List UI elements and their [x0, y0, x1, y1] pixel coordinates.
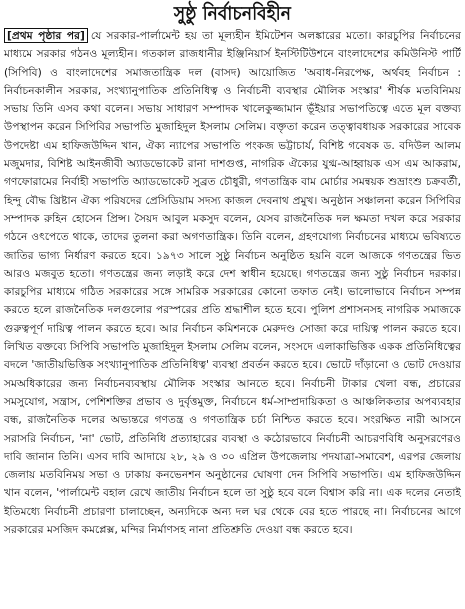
article-paragraph — [4, 27, 461, 539]
article-headline-text: সুষ্ঠু নির্বাচনবিহীন — [173, 2, 292, 26]
article-body-text: যে সরকার-পার্লামেন্ট হয় তা মূল্যহীন ইমিটেশন অলঙ্কারের মতো। কারচুপির নির্বাচনের মাধ্যমে সরকার গঠনও মূল্যহীন। গতকাল রাজধানীর ইঞ্জিনিয়ার্স ইনস্টিটিউশনে বাংলাদেশের কমিউনিস্ট পার্টি (সিপিবি) ও বাংলাদেশের সমাজতান্ত্রিক দল (বাসদ) আয়োজিত 'অবাধ-নিরপেক্ষ, অর্থবহ নির্বাচন : নির্বাচনকালীন সরকার, সংখ্যানুপাতিক প্রতিনিধিত্ব ও নির্বাচনী ব্যবস্থার মৌলিক সংস্কার' শীর্ষক মতবিনিময় সভায় তিনি এসব কথা বলেন। সভায় সাধারণ সম্পাদক খালেকুজ্জামান ভূঁইয়ার সভাপতিত্বে এতে মূল বক্তব্য উপস্থাপন করেন সিপিবির সভাপতি মুজাহিদুল ইসলাম সেলিম। বক্তৃতা করেন তত্ত্বাবধায়ক সরকারের সাবেক উপদেষ্টা এম হাফিজউদ্দিন খান, ঐক্য ন্যাপের সভাপতি পংকজ ভট্টাচার্য, বিশিষ্ট গবেষক ড. বদিউল আলম মজুমদার, বিশিষ্ট আইনজীবী অ্যাডভোকেট রানা দাশগুপ্ত, নাগরিক ঐক্যের যুগ্ম-আহ্বায়ক এস এম আকরাম, গণফোরামের নির্বাহী সভাপতি অ্যাডভোকেট সুব্রত চৌধুরী, গণতান্ত্রিক বাম মোর্চার সমন্বয়ক শুভ্রাংশু চক্রবর্তী, হিন্দু বৌদ্ধ খ্রিষ্টান ঐক্য পরিষদের প্রেসিডিয়াম সদস্য কাজল দেবনাথ প্রমুখ। অনুষ্ঠান সঞ্চালনা করেন সিপিবির সম্পাদক রুহিন হোসেন প্রিন্স। সৈয়দ আবুল মকসুদ বলেন, যেসব রাজনৈতিক দল ক্ষমতা দখল করে সরকার গঠনে ওৎপেতে থাকে, তাদের তুলনা করা অগণতান্ত্রিক। তিনি বলেন, গ্রহণযোগ্য নির্বাচনের মাধ্যমে ভবিষ্যতে জাতির ভাগ্য নির্ধারণ করতে হবে। ১৯৭৩ সালে সুষ্ঠু নির্বাচন অনুষ্ঠিত হয়নি বলে আজকে গণতন্ত্রের ভিত আরও মজবুত হতো। গণতন্ত্রের জন্য লড়াই করে দেশ স্বাধীন হয়েছে। গণতন্ত্রের জন্য সুষ্ঠু নির্বাচন দরকার। কারচুপির মাধ্যমে গঠিত সরকারের সঙ্গে সামরিক সরকারের কোনো তফাত নেই। ভালোভাবে নির্বাচন সম্পন্ন করতে হলে রাজনৈতিক দলগুলোর পরস্পরের প্রতি শ্রদ্ধাশীল হতে হবে। পুলিশ প্রশাসনসহ নাগরিক সমাজকে গুরুত্বপূর্ণ দায়িত্ব পালন করতে হবে। আর নির্বাচন কমিশনকে মেরুদণ্ড সোজা করে দায়িত্ব পালন করতে হবে। লিখিত বক্তব্যে সিপিবি সভাপতি মুজাহিদুল ইসলাম সেলিম বলেন, সংসদে এলাকাভিত্তিক একক প্রতিনিধিত্বের বদলে 'জাতীয়ভিত্তিক সংখ্যানুপাতিক প্রতিনিধিত্ব' ব্যবস্থা প্রবর্তন করতে হবে। ভোটে দাঁড়ানো ও ভোট দেওয়ার সমঅধিকারের জন্য নির্বাচনব্যবস্থায় মৌলিক সংস্কার আনতে হবে। নির্বাচনী টাকার খেলা বন্ধ, প্রচারের সমসুযোগ, সন্ত্রাস, পেশিশক্তির প্রভাব ও দুর্বৃত্তমুক্ত, নির্বাচনে ধর্ম-সাম্প্রদায়িকতা ও আঞ্চলিকতার অপব্যবহার বন্ধ, রাজনৈতিক দলের অভ্যন্তরে গণতন্ত্র ও গণতান্ত্রিক চর্চা নিশ্চিত করতে হবে। সংরক্ষিত নারী আসনে সরাসরি নির্বাচন, 'না' ভোট, প্রতিনিধি প্রত্যাহারের ব্যবস্থা ও কঠোরভাবে নির্বাচনী আচরণবিধি অনুসরণেরও দাবি জানান তিনি। এসব দাবি আদায়ে ২৮, ২৯ ও ৩০ এপ্রিল উপজেলায় পদযাত্রা-সমাবেশ, এরপর জেলায় জেলায় মতবিনিময় সভা ও ঢাকায় কনভেনশন অনুষ্ঠানের ঘোষণা দেন সিপিবি সভাপতি। এম হাফিজউদ্দিন খান বলেন, 'পার্লামেন্ট বহাল রেখে জাতীয় নির্বাচন হলে তা সুষ্ঠু হবে বলে বিশ্বাস করি না। এক দলের নেতাই ইতিমধ্যে নির্বাচনী প্রচারণা চালাচ্ছেন, অন্যদিকে অন্য দল ঘর থেকে বের হতে পারছে না। নির্বাচনের আগে সরকারের মসজিদ কমপ্লেক্স, মন্দির নির্মাণসহ নানা প্রতিশ্রুতি দেওয়া বন্ধ করতে হবে। — [4, 29, 462, 537]
article-headline — [0, 0, 465, 29]
continued-from-front-page-label: [প্রথম পৃষ্ঠার পর] — [4, 28, 88, 43]
article-body — [4, 27, 461, 539]
